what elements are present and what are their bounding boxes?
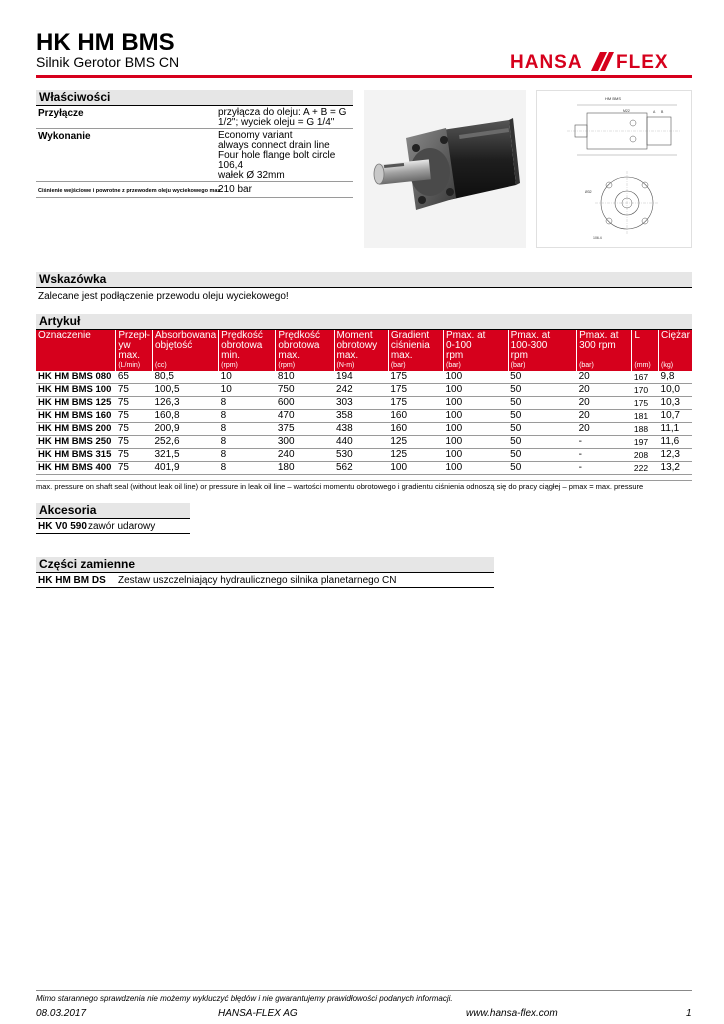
column-header-line: 300 rpm <box>579 340 616 351</box>
table-cell: 100 <box>444 410 509 423</box>
table-cell: 100 <box>444 384 509 397</box>
article-code-cell: HK HM BMS 200 <box>36 423 116 436</box>
table-cell: 180 <box>276 462 334 475</box>
table-cell: 8 <box>219 397 276 410</box>
table-cell: 8 <box>219 462 276 475</box>
footer-date: 08.03.2017 <box>36 1008 87 1019</box>
table-cell: 10 <box>219 371 276 384</box>
column-header <box>276 330 334 361</box>
property-value-line: Economy variant <box>218 130 293 141</box>
column-header-line: obrotowa <box>278 340 320 351</box>
column-header <box>153 330 219 361</box>
table-row <box>36 436 692 449</box>
accessories-heading: Akcesoria <box>36 503 190 519</box>
table-cell: 175 <box>632 397 659 410</box>
column-header-line: rpm <box>446 350 464 361</box>
table-cell: 181 <box>632 410 659 423</box>
table-cell: 13,2 <box>659 462 692 475</box>
column-header-line: Pmax. at <box>579 330 619 341</box>
column-header-line: max. <box>278 350 301 361</box>
table-cell: 100 <box>444 397 509 410</box>
drawing-label: B <box>661 110 664 114</box>
drawing-title: HM BMS <box>605 96 621 101</box>
table-cell: 375 <box>276 423 334 436</box>
hansa-flex-logo <box>510 50 692 72</box>
table-cell: 240 <box>276 449 334 462</box>
table-cell: 160,8 <box>153 410 219 423</box>
column-unit: (cc) <box>153 361 219 371</box>
column-header-line: L <box>634 330 640 341</box>
property-row <box>36 183 353 198</box>
table-cell: 175 <box>388 397 443 410</box>
table-cell: 242 <box>334 384 388 397</box>
table-cell: 8 <box>219 449 276 462</box>
table-cell: 358 <box>334 410 388 423</box>
column-header-line: obrotowy <box>336 340 378 351</box>
column-unit: (bar) <box>508 361 576 371</box>
table-cell: 10,3 <box>659 397 692 410</box>
table-row <box>36 371 692 384</box>
column-header-line: max. <box>118 350 140 361</box>
column-header-line: Moment <box>336 330 373 341</box>
column-header-line: yw <box>118 340 131 351</box>
table-cell: 160 <box>388 410 443 423</box>
table-cell: 440 <box>334 436 388 449</box>
property-value-line: 106,4 <box>218 160 244 171</box>
property-value <box>218 131 335 181</box>
table-cell: 175 <box>388 371 443 384</box>
column-header-line: Prędkość <box>221 330 263 341</box>
table-cell: - <box>577 449 632 462</box>
table-cell: 562 <box>334 462 388 475</box>
footer-page-number: 1 <box>686 1008 692 1019</box>
table-cell: 100 <box>388 462 443 475</box>
column-unit: (bar) <box>444 361 509 371</box>
column-header <box>219 330 276 361</box>
motor-illustration <box>364 90 526 248</box>
footer-company: HANSA-FLEX AG <box>218 1008 298 1019</box>
column-header-line: Pmax. at <box>446 330 486 341</box>
column-header-line: obrotowa <box>221 340 263 351</box>
technical-drawing <box>536 90 692 248</box>
column-header-line: Absorbowana <box>155 330 217 341</box>
property-value <box>218 185 252 195</box>
table-cell: 75 <box>116 436 153 449</box>
column-header-line: min. <box>221 350 241 361</box>
table-cell: 50 <box>508 462 576 475</box>
table-cell: 470 <box>276 410 334 423</box>
table-cell: 20 <box>577 371 632 384</box>
property-value-line: always connect drain line <box>218 140 330 151</box>
column-unit: (bar) <box>577 361 632 371</box>
accessory-desc: zawór udarowy <box>88 521 156 532</box>
table-cell: 75 <box>116 449 153 462</box>
property-value-line: wałek Ø 32mm <box>218 170 285 181</box>
table-cell: 75 <box>116 462 153 475</box>
table-cell: 100,5 <box>153 384 219 397</box>
footer-disclaimer: Mimo starannego sprawdzenia nie możemy wykluczyć błędów i nie gwarantujemy prawidłowości podanych informacji. <box>36 994 453 1003</box>
column-header <box>334 330 388 361</box>
article-table <box>36 330 692 475</box>
table-cell: 438 <box>334 423 388 436</box>
note-heading: Wskazówka <box>36 272 692 288</box>
article-heading: Artykuł <box>36 314 692 330</box>
table-cell: 222 <box>632 462 659 475</box>
drawing-label: Ø32 <box>585 190 592 194</box>
table-cell: 20 <box>577 397 632 410</box>
table-cell: 100 <box>444 371 509 384</box>
accessory-row <box>36 519 190 534</box>
column-header-line: ciśnienia <box>390 340 430 351</box>
column-header <box>508 330 576 361</box>
drawing-label: A <box>653 110 656 114</box>
table-cell: 20 <box>577 410 632 423</box>
table-cell: - <box>577 462 632 475</box>
table-cell: 9,8 <box>659 371 692 384</box>
table-cell: 50 <box>508 384 576 397</box>
article-code-cell: HK HM BMS 160 <box>36 410 116 423</box>
table-cell: 600 <box>276 397 334 410</box>
footer-website: www.hansa-flex.com <box>466 1008 558 1019</box>
table-row <box>36 384 692 397</box>
column-header <box>116 330 153 361</box>
column-header-line: rpm <box>510 350 528 361</box>
column-header <box>36 330 116 361</box>
column-header-line: max. <box>336 350 359 361</box>
column-header <box>577 330 632 361</box>
spare-part-code: HK HM BM DS <box>38 575 106 586</box>
table-cell: 125 <box>388 449 443 462</box>
table-cell: 11,1 <box>659 423 692 436</box>
column-unit: (rpm) <box>219 361 276 371</box>
table-cell: 75 <box>116 410 153 423</box>
article-code-cell: HK HM BMS 315 <box>36 449 116 462</box>
table-cell: 750 <box>276 384 334 397</box>
table-cell: 197 <box>632 436 659 449</box>
column-header-line: max. <box>390 350 413 361</box>
note-text: Zalecane jest podłączenie przewodu oleju wyciekowego! <box>38 291 289 302</box>
spare-part-desc: Zestaw uszczelniający hydraulicznego silnika planetarnego CN <box>118 575 397 586</box>
table-row <box>36 423 692 436</box>
table-cell: 20 <box>577 384 632 397</box>
table-cell: 8 <box>219 410 276 423</box>
article-code-cell: HK HM BMS 080 <box>36 371 116 384</box>
article-code-cell: HK HM BMS 250 <box>36 436 116 449</box>
table-units-row <box>36 361 692 371</box>
column-unit: (N-m) <box>334 361 388 371</box>
column-header <box>444 330 509 361</box>
table-cell: 321,5 <box>153 449 219 462</box>
table-cell: 100 <box>444 423 509 436</box>
column-header <box>659 330 692 361</box>
table-cell: 11,6 <box>659 436 692 449</box>
table-cell: 8 <box>219 436 276 449</box>
table-cell: 100 <box>444 462 509 475</box>
footer-rule <box>36 990 692 991</box>
table-cell: 65 <box>116 371 153 384</box>
table-cell: 75 <box>116 423 153 436</box>
table-cell: 50 <box>508 410 576 423</box>
column-header-line: Oznaczenie <box>38 330 91 341</box>
drawing-label: M22 <box>623 109 630 113</box>
page-title: HK HM BMS <box>36 29 175 56</box>
table-cell: 208 <box>632 449 659 462</box>
table-cell: 50 <box>508 449 576 462</box>
column-header-line: Gradient <box>390 330 430 341</box>
table-cell: 167 <box>632 371 659 384</box>
article-code-cell: HK HM BMS 400 <box>36 462 116 475</box>
spare-part-row <box>36 573 494 588</box>
properties-heading: Właściwości <box>36 90 353 106</box>
table-cell: 810 <box>276 371 334 384</box>
drawing-label: 106.4 <box>593 236 602 240</box>
table-cell: 125 <box>388 436 443 449</box>
table-cell: 100 <box>444 436 509 449</box>
article-code-cell: HK HM BMS 100 <box>36 384 116 397</box>
logo-text-left: HANSA <box>510 52 583 72</box>
table-cell: 170 <box>632 384 659 397</box>
property-value <box>218 108 346 128</box>
table-cell: 8 <box>219 423 276 436</box>
column-header-line: 100-300 <box>510 340 548 351</box>
table-cell: 50 <box>508 397 576 410</box>
property-key: Wykonanie <box>38 131 91 142</box>
column-unit: (L/min) <box>116 361 153 371</box>
table-cell: 175 <box>388 384 443 397</box>
table-cell: 10 <box>219 384 276 397</box>
table-cell: 194 <box>334 371 388 384</box>
property-value-line: 210 bar <box>218 184 252 195</box>
table-row <box>36 410 692 423</box>
table-cell: 10,0 <box>659 384 692 397</box>
table-cell: 300 <box>276 436 334 449</box>
table-row <box>36 462 692 475</box>
column-header-line: 0-100 <box>446 340 472 351</box>
article-footnote: max. pressure on shaft seal (without leak oil line) or pressure in leak oil line – wartości momentu obrotowego i gradientu ciśnienia odnoszą się do pracy ciągłej – pmax = max. pressure <box>36 480 692 491</box>
column-header-line: Przepł- <box>118 330 150 341</box>
property-value-line: 1/2"; wyciek oleju = G 1/4" <box>218 117 335 128</box>
column-header <box>632 330 659 361</box>
property-key: Ciśnienie wejściowe i powrotne z przewodem oleju wyciekowego max. <box>38 188 222 194</box>
column-header-line: Ciężar <box>661 330 690 341</box>
column-header-line: Pmax. at <box>510 330 551 341</box>
property-key: Przyłącze <box>38 108 84 119</box>
table-cell: 100 <box>444 449 509 462</box>
property-value-line: przyłącza do oleju: A + B = G <box>218 107 347 118</box>
dimension-drawing <box>537 91 693 249</box>
table-cell: 75 <box>116 397 153 410</box>
table-cell: 160 <box>388 423 443 436</box>
column-unit: (kg) <box>659 361 692 371</box>
header-rule <box>36 75 692 78</box>
table-header-row <box>36 330 692 361</box>
column-unit <box>36 361 116 371</box>
column-header-line: objętość <box>155 340 193 351</box>
table-cell: 530 <box>334 449 388 462</box>
column-header <box>388 330 443 361</box>
table-cell: 188 <box>632 423 659 436</box>
property-row <box>36 130 353 182</box>
table-cell: 252,6 <box>153 436 219 449</box>
table-cell: 50 <box>508 436 576 449</box>
logo-text-right: FLEX <box>616 52 669 72</box>
property-row <box>36 107 353 129</box>
table-cell: 12,3 <box>659 449 692 462</box>
table-cell: 50 <box>508 371 576 384</box>
table-cell: 75 <box>116 384 153 397</box>
table-cell: 303 <box>334 397 388 410</box>
table-cell: 10,7 <box>659 410 692 423</box>
article-code-cell: HK HM BMS 125 <box>36 397 116 410</box>
accessory-code: HK V0 590 <box>38 521 87 532</box>
property-value-line: Four hole flange bolt circle <box>218 150 336 161</box>
spare-parts-heading: Części zamienne <box>36 557 494 573</box>
table-row <box>36 397 692 410</box>
table-cell: - <box>577 436 632 449</box>
page-subtitle: Silnik Gerotor BMS CN <box>36 54 180 70</box>
table-cell: 126,3 <box>153 397 219 410</box>
table-cell: 401,9 <box>153 462 219 475</box>
column-header-line: Prędkość <box>278 330 321 341</box>
table-row <box>36 449 692 462</box>
table-cell: 20 <box>577 423 632 436</box>
table-cell: 50 <box>508 423 576 436</box>
column-unit: (rpm) <box>276 361 334 371</box>
column-unit: (bar) <box>388 361 443 371</box>
table-cell: 200,9 <box>153 423 219 436</box>
table-cell: 80,5 <box>153 371 219 384</box>
product-photo <box>364 90 526 248</box>
column-unit: (mm) <box>632 361 659 371</box>
